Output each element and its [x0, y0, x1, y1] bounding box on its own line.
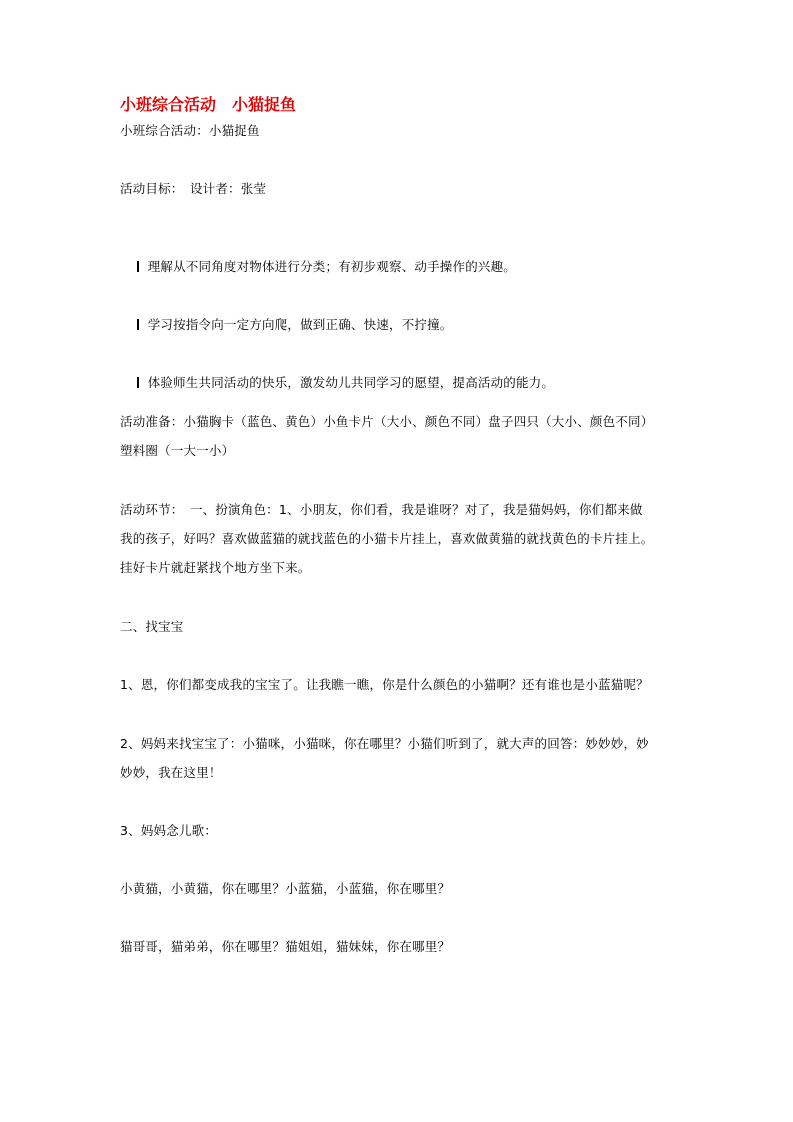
song-line-1: 小黄猫，小黄猫，你在哪里？小蓝猫，小蓝猫，你在哪里？ [120, 881, 451, 896]
step-3-heading: 3、妈妈念儿歌： [120, 823, 218, 838]
bullet-marker-icon [137, 261, 139, 272]
process-line-2: 我的孩子，好吗？喜欢做蓝猫的就找蓝色的小猫卡片挂上，喜欢做黄猫的就找黄色的卡片挂上。 [120, 531, 654, 546]
document-title: 小班综合活动 小猫捉鱼 [120, 95, 297, 114]
bullet-marker-icon [137, 319, 139, 330]
process-line-3: 挂好卡片就赶紧找个地方坐下来。 [120, 560, 311, 575]
objective-item [120, 237, 516, 297]
objective-item [120, 295, 453, 355]
objective-text: 理解从不同角度对物体进行分类；有初步观察、动手操作的兴趣。 [147, 259, 517, 274]
bullet-marker-icon [137, 377, 139, 388]
objective-text: 体验师生共同活动的快乐，激发幼儿共同学习的愿望，提高活动的能力。 [147, 375, 555, 390]
step-2-line-1: 2、妈妈来找宝宝了：小猫咪，小猫咪，你在哪里？小猫们听到了，就大声的回答：妙妙妙，妙 [120, 736, 649, 751]
step-2-line-2: 妙妙，我在这里！ [120, 765, 222, 780]
process-line-1: 活动环节： 一、扮演角色：1、小朋友，你们看，我是谁呀？对了，我是猫妈妈，你们都来做 [120, 502, 643, 517]
song-line-2: 猫哥哥，猫弟弟，你在哪里？猫姐姐，猫妹妹，你在哪里？ [120, 939, 451, 954]
objective-item [120, 353, 554, 413]
section-heading: 二、找宝宝 [120, 619, 184, 634]
step-1: 1、恩，你们都变成我的宝宝了。让我瞧一瞧，你是什么颜色的小猫啊？还有谁也是小蓝猫呢？ [120, 677, 649, 692]
objective-text: 学习按指令向一定方向爬，做到正确、快速，不拧撞。 [147, 317, 453, 332]
objectives-heading: 活动目标： 设计者：张莹 [120, 181, 267, 196]
preparation-line-2: 塑料圈（一大一小） [120, 443, 235, 458]
preparation-line-1: 活动准备：小猫胸卡（蓝色、黄色）小鱼卡片（大小、颜色不同）盘子四只（大小、颜色不同） [120, 414, 654, 429]
document-subtitle: 小班综合活动：小猫捉鱼 [120, 123, 260, 138]
